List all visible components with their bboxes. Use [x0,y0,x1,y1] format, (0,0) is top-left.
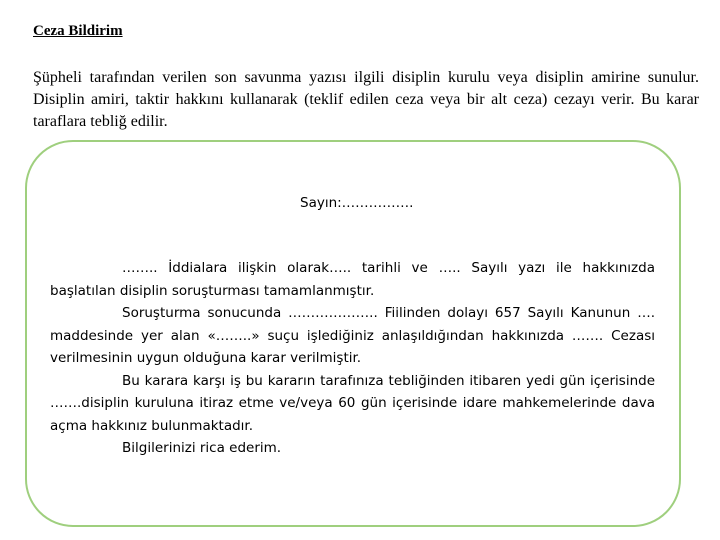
intro-paragraph: Şüpheli tarafından verilen son savunma yazısı ilgili disiplin kurulu veya disiplin amirine sunulur. Disiplin amiri, taktir hakkını kullanarak (teklif edilen ceza veya bir alt ceza) cezayı verir. Bu karar taraflara tebliğ edilir. [33,69,699,130]
letter-paragraph-closing: Bilgilerinizi rica ederim. [122,440,282,456]
letter-paragraph-appeal: Bu karara karşı iş bu kararın tarafınıza tebliğinden itibaren yedi gün içerisinde …….disiplin kuruluna itiraz etme ve/veya 60 gün içerisinde idare mahkemelerinde dava açma hakkınız bulunmaktadır. [50,372,655,434]
letter-salutation: Sayın:……………. [300,195,414,211]
letter-paragraph-decision: Soruşturma sonucunda ……………….. Fiilinden dolayı 657 Sayılı Kanunun …. maddesinde yer alan «……..» suçu işlediğiniz anlaşıldığından hakkınızda ……. Cezası verilmesinin uygun olduğuna karar verilmiştir. [50,305,655,366]
letter-paragraph-investigation: …….. İddialara ilişkin olarak….. tarihli ve ….. Sayılı yazı ile hakkınızda başlatılan disiplin soruşturması tamamlanmıştır. [50,260,655,299]
document-title: Ceza Bildirim [33,23,123,39]
letter-body [50,257,655,460]
